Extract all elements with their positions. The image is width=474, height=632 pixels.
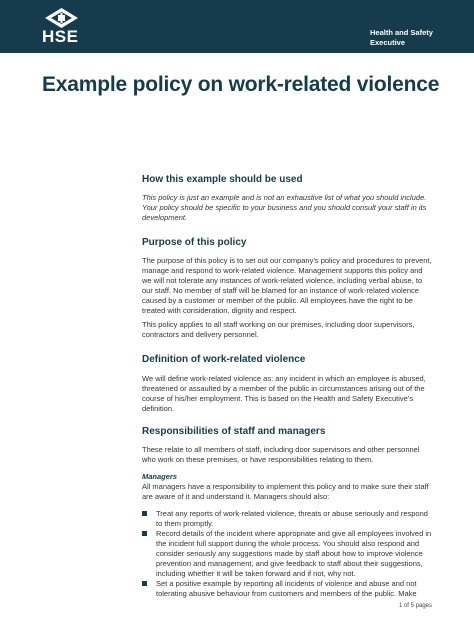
managers-bullet-list xyxy=(142,509,432,599)
intro-paragraph: This policy is just an example and is not an exhaustive list of what you should include. Your policy should be specific to your business and you should consult your staff in its development. xyxy=(142,193,427,222)
logo-text: HSE xyxy=(42,27,79,46)
list-item xyxy=(142,509,432,529)
square-bullet-icon xyxy=(142,511,147,516)
definition-paragraph: We will define work-related violence as: any incident in which an employee is abused, threatened or assaulted by a member of the public in circumstances arising out of the course of his/her employment. This is based on the Health and Safety Executive’s definition. xyxy=(142,374,426,413)
hse-logo-mark-icon xyxy=(45,8,78,28)
hse-logo xyxy=(42,8,82,46)
managers-paragraph: All managers have a responsibility to implement this policy and to make sure their staff are aware of it and understand it. Managers should also: xyxy=(142,482,429,501)
heading-definition: Definition of work-related violence xyxy=(142,354,306,365)
list-item xyxy=(142,579,432,599)
purpose-paragraph-2: This policy applies to all staff working on our premises, including door supervisors, contractors and delivery personnel. xyxy=(142,320,415,339)
page-number: 1 of 5 pages xyxy=(398,603,432,609)
heading-how-to-use: How this example should be used xyxy=(142,174,303,185)
list-item-text: Treat any reports of work-related violence, threats or abuse seriously and respond to them promptly. xyxy=(156,509,428,528)
list-item-text: Set a positive example by reporting all incidents of violence and abuse and not tolerating abusive behaviour from customers and members of the public. Make xyxy=(156,579,417,598)
square-bullet-icon xyxy=(142,531,147,536)
list-item xyxy=(142,529,432,579)
page-title: Example policy on work-related violence xyxy=(42,73,440,96)
header-bar xyxy=(0,0,474,53)
purpose-paragraph-1: The purpose of this policy is to set out our company’s policy and procedures to prevent, manage and respond to work-related violence. Management supports this policy and we will not tolerate any instances of work-related violence, including verbal abuse, to our staff. No member of staff will be blamed for an instance of work-related violence caused by a customer or member of the public. All employees have the right to be treated with consideration, dignity and respect. xyxy=(142,256,432,315)
org-line-1: Health and Safety xyxy=(370,28,433,37)
organisation-name xyxy=(370,28,460,48)
subheading-managers: Managers xyxy=(142,472,178,481)
square-bullet-icon xyxy=(142,581,147,586)
heading-purpose: Purpose of this policy xyxy=(142,237,247,248)
responsibilities-paragraph: These relate to all members of staff, including door supervisors and other personnel who work on these premises, or have responsibilities relating to them. xyxy=(142,445,420,464)
list-item-text: Record details of the incident where appropriate and give all employees involved in the incident full support during the whole process. You should also respond and consider seriously any suggestions made by staff about how to improve violence prevention and management, and give feedback to staff about their suggestions, including whether it will be taken forward and if not, why not. xyxy=(156,529,432,578)
heading-responsibilities: Responsibilities of staff and managers xyxy=(142,426,326,437)
org-line-2: Executive xyxy=(370,38,406,47)
